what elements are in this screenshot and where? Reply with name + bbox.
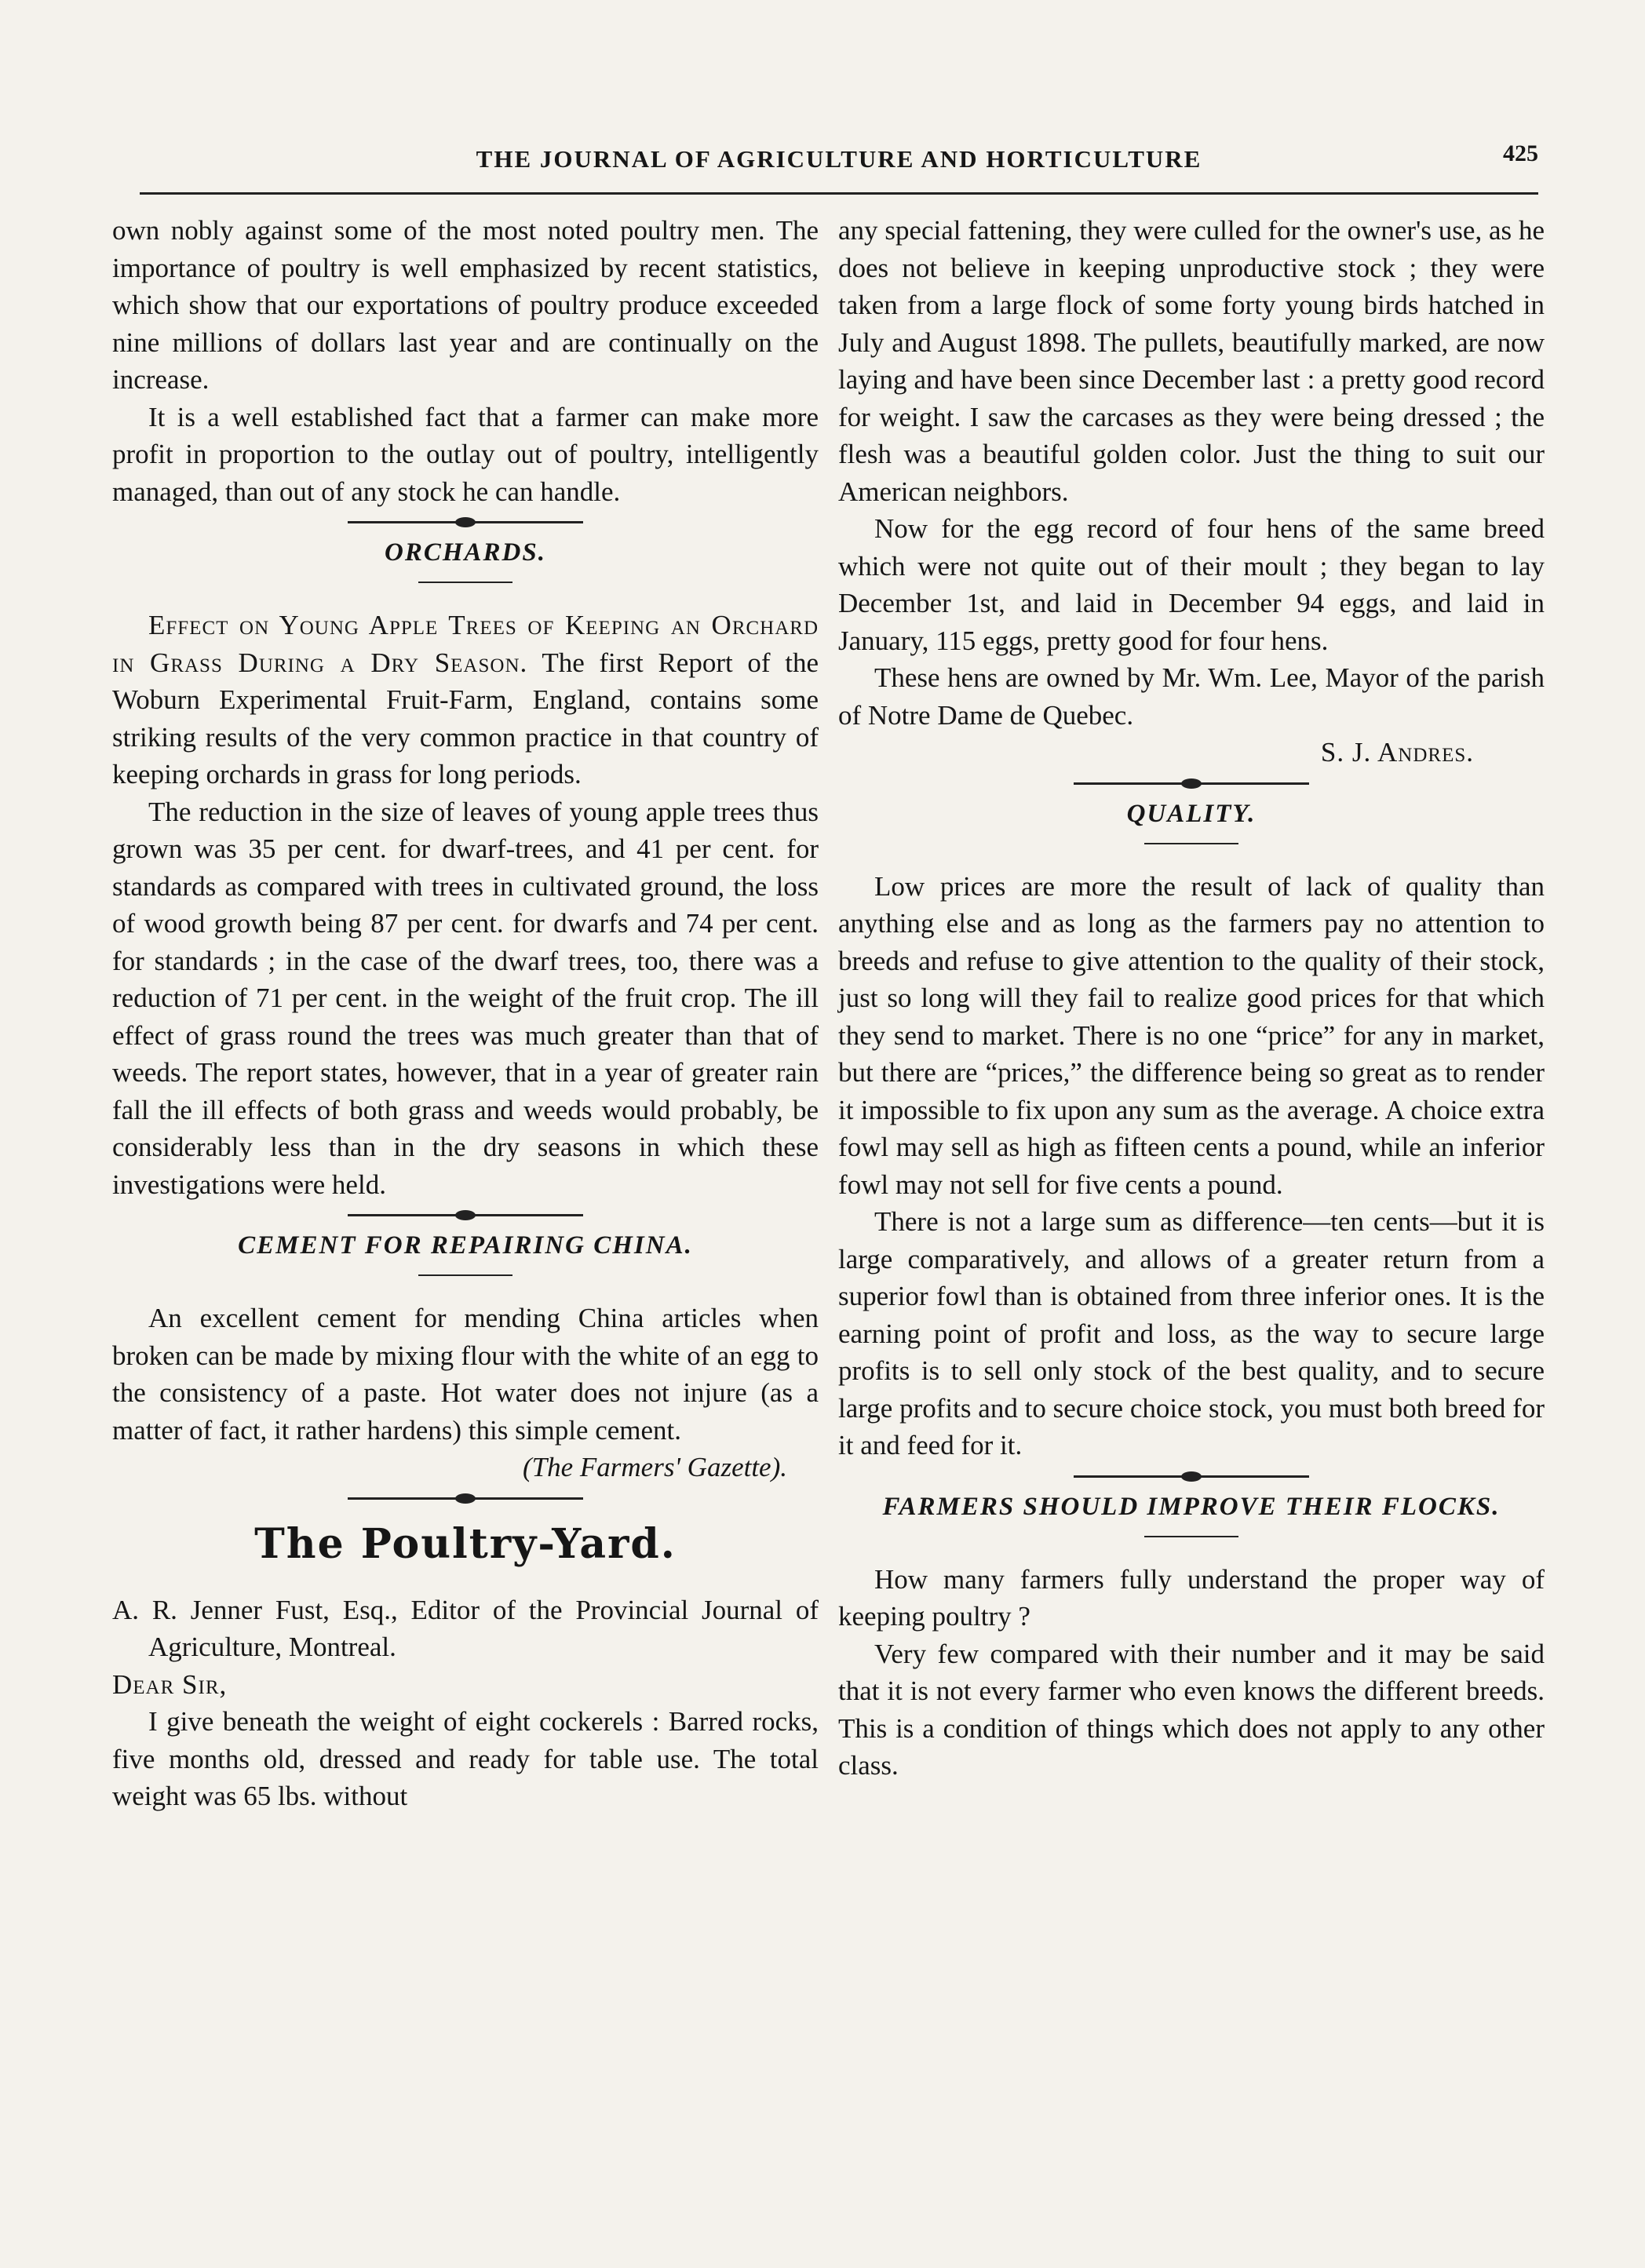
ornamental-divider bbox=[1074, 1475, 1309, 1478]
egg-record-paragraph: Now for the egg record of four hens of the same breed which were not quite out of their moult ; they began to lay December 1st, and laid in December 94 eggs, and laid in January, 115 eggs, pretty good for four hens. bbox=[838, 513, 1545, 656]
ornamental-divider bbox=[1074, 782, 1309, 785]
letter-address: A. R. Jenner Fust, Esq., Editor of the Provincial Journal of Agriculture, Montreal. bbox=[112, 1594, 819, 1662]
right-column bbox=[838, 212, 1545, 1785]
short-rule bbox=[418, 1274, 512, 1276]
short-rule bbox=[1144, 843, 1238, 844]
orchards-paragraph-1: The first Report of the Woburn Experimental Fruit-Farm, England, contains some striking results of the very common practice in that country of keeping orchards in grass for long periods. bbox=[112, 647, 819, 789]
farmers-heading: FARMERS SHOULD IMPROVE THEIR FLOCKS. bbox=[882, 1492, 1501, 1521]
ornamental-divider bbox=[348, 1214, 583, 1216]
letter-continuation: any special fattening, they were culled for the owner's use, as he does not believe in keeping unproductive stock ; they were taken from a large flock of some forty young birds hatched in July and August 1898. The pullets, beautifully marked, are now laying and have been since December last : a pretty good record for weight. I saw the carcases as they were being dressed ; the flesh was a beautiful golden color. Just the thing to suit our American neighbors. bbox=[838, 215, 1545, 507]
orchards-paragraph-2: The reduction in the size of leaves of young apple trees thus grown was 35 per cent. for dwarf-trees, and 41 per cent. for standards as compared with trees in cultivated ground, the loss of wood growth being 87 per cent. for dwarfs and 74 per cent. for standards ; in the case of the dwarf trees, too, there was a reduction of 71 per cent. in the weight of the fruit crop. The ill effect of grass round the trees was much greater than that of weeds. The report states, however, that in a year of greater rain fall the ill effects of both grass and weeds would probably, be considerably less than in the dry seasons in which these investigations were held. bbox=[112, 796, 819, 1200]
poultry-profit-paragraph: It is a well established fact that a farmer can make more profit in proportion to the outlay out of poultry, intelligently managed, than out of any stock he can handle. bbox=[112, 401, 819, 507]
letter-salutation: Dear Sir, bbox=[112, 1668, 228, 1700]
cement-heading: CEMENT FOR REPAIRING CHINA. bbox=[238, 1231, 693, 1260]
ornamental-divider bbox=[348, 521, 583, 523]
quality-paragraph-1: Low prices are more the result of lack of quality than anything else and as long as the farmers pay no attention to breeds and refuse to give attention to the quality of their stock, just so long will they fail to realize good prices for that which they send to market. There is no one “price” for any in market, but there are “prices,” the difference being so great as to render it impossible to fix upon any sum as the average. A choice extra fowl may sell as high as fifteen cents a pound, while an inferior fowl may not sell for five cents a pound. bbox=[838, 870, 1545, 1200]
quality-paragraph-2: There is not a large sum as difference—ten cents—but it is large comparatively, and allows of a greater return from a superior fowl than is obtained from three inferior ones. It is the earning point of profit and loss, as the way to secure large profits is to sell only stock of the best quality, and to secure large profits and to secure choice stock, you must both breed for it and feed for it. bbox=[838, 1206, 1545, 1460]
orchards-lead bbox=[112, 607, 819, 793]
left-column bbox=[112, 212, 819, 1815]
farmers-paragraph-1: How many farmers fully understand the proper way of keeping poultry ? bbox=[838, 1563, 1545, 1632]
running-header bbox=[140, 137, 1538, 195]
cement-source: (The Farmers' Gazette). bbox=[522, 1452, 787, 1482]
poultry-yard-heading: The Poultry-Yard. bbox=[254, 1519, 677, 1568]
journal-title: THE JOURNAL OF AGRICULTURE AND HORTICULTURE bbox=[476, 145, 1202, 173]
cement-paragraph: An excellent cement for mending China articles when broken can be made by mixing flour with the white of an egg to the consistency of a paste. Hot water does not injure (as a matter of fact, it rather hardens) this simple cement. bbox=[112, 1303, 819, 1446]
page-number: 425 bbox=[1503, 140, 1538, 166]
quality-heading: QUALITY. bbox=[1126, 799, 1257, 828]
short-rule bbox=[1144, 1536, 1238, 1537]
farmers-paragraph-2: Very few compared with their number and it may be said that it is not every farmer who even knows the different breeds. This is a condition of things which does not apply to any other class. bbox=[838, 1638, 1545, 1781]
letter-paragraph: I give beneath the weight of eight cockerels : Barred rocks, five months old, dressed and ready for table use. The total weight was 65 lbs. without bbox=[112, 1706, 819, 1811]
letter-signature: S. J. Andres. bbox=[1320, 737, 1474, 768]
owner-paragraph: These hens are owned by Mr. Wm. Lee, Mayor of the parish of Notre Dame de Quebec. bbox=[838, 662, 1545, 731]
ornamental-divider bbox=[348, 1497, 583, 1500]
orchards-lead-title: Effect on Young Apple Trees of Keeping an Orchard in Grass During a Dry Season. bbox=[112, 610, 819, 678]
short-rule bbox=[418, 582, 512, 583]
orchards-heading: ORCHARDS. bbox=[385, 538, 546, 567]
poultry-intro-paragraph: own nobly against some of the most noted poultry men. The importance of poultry is well emphasized by recent statistics, which show that our exportations of poultry produce exceeded nine millions of dollars last year and are continually on the increase. bbox=[112, 215, 819, 395]
